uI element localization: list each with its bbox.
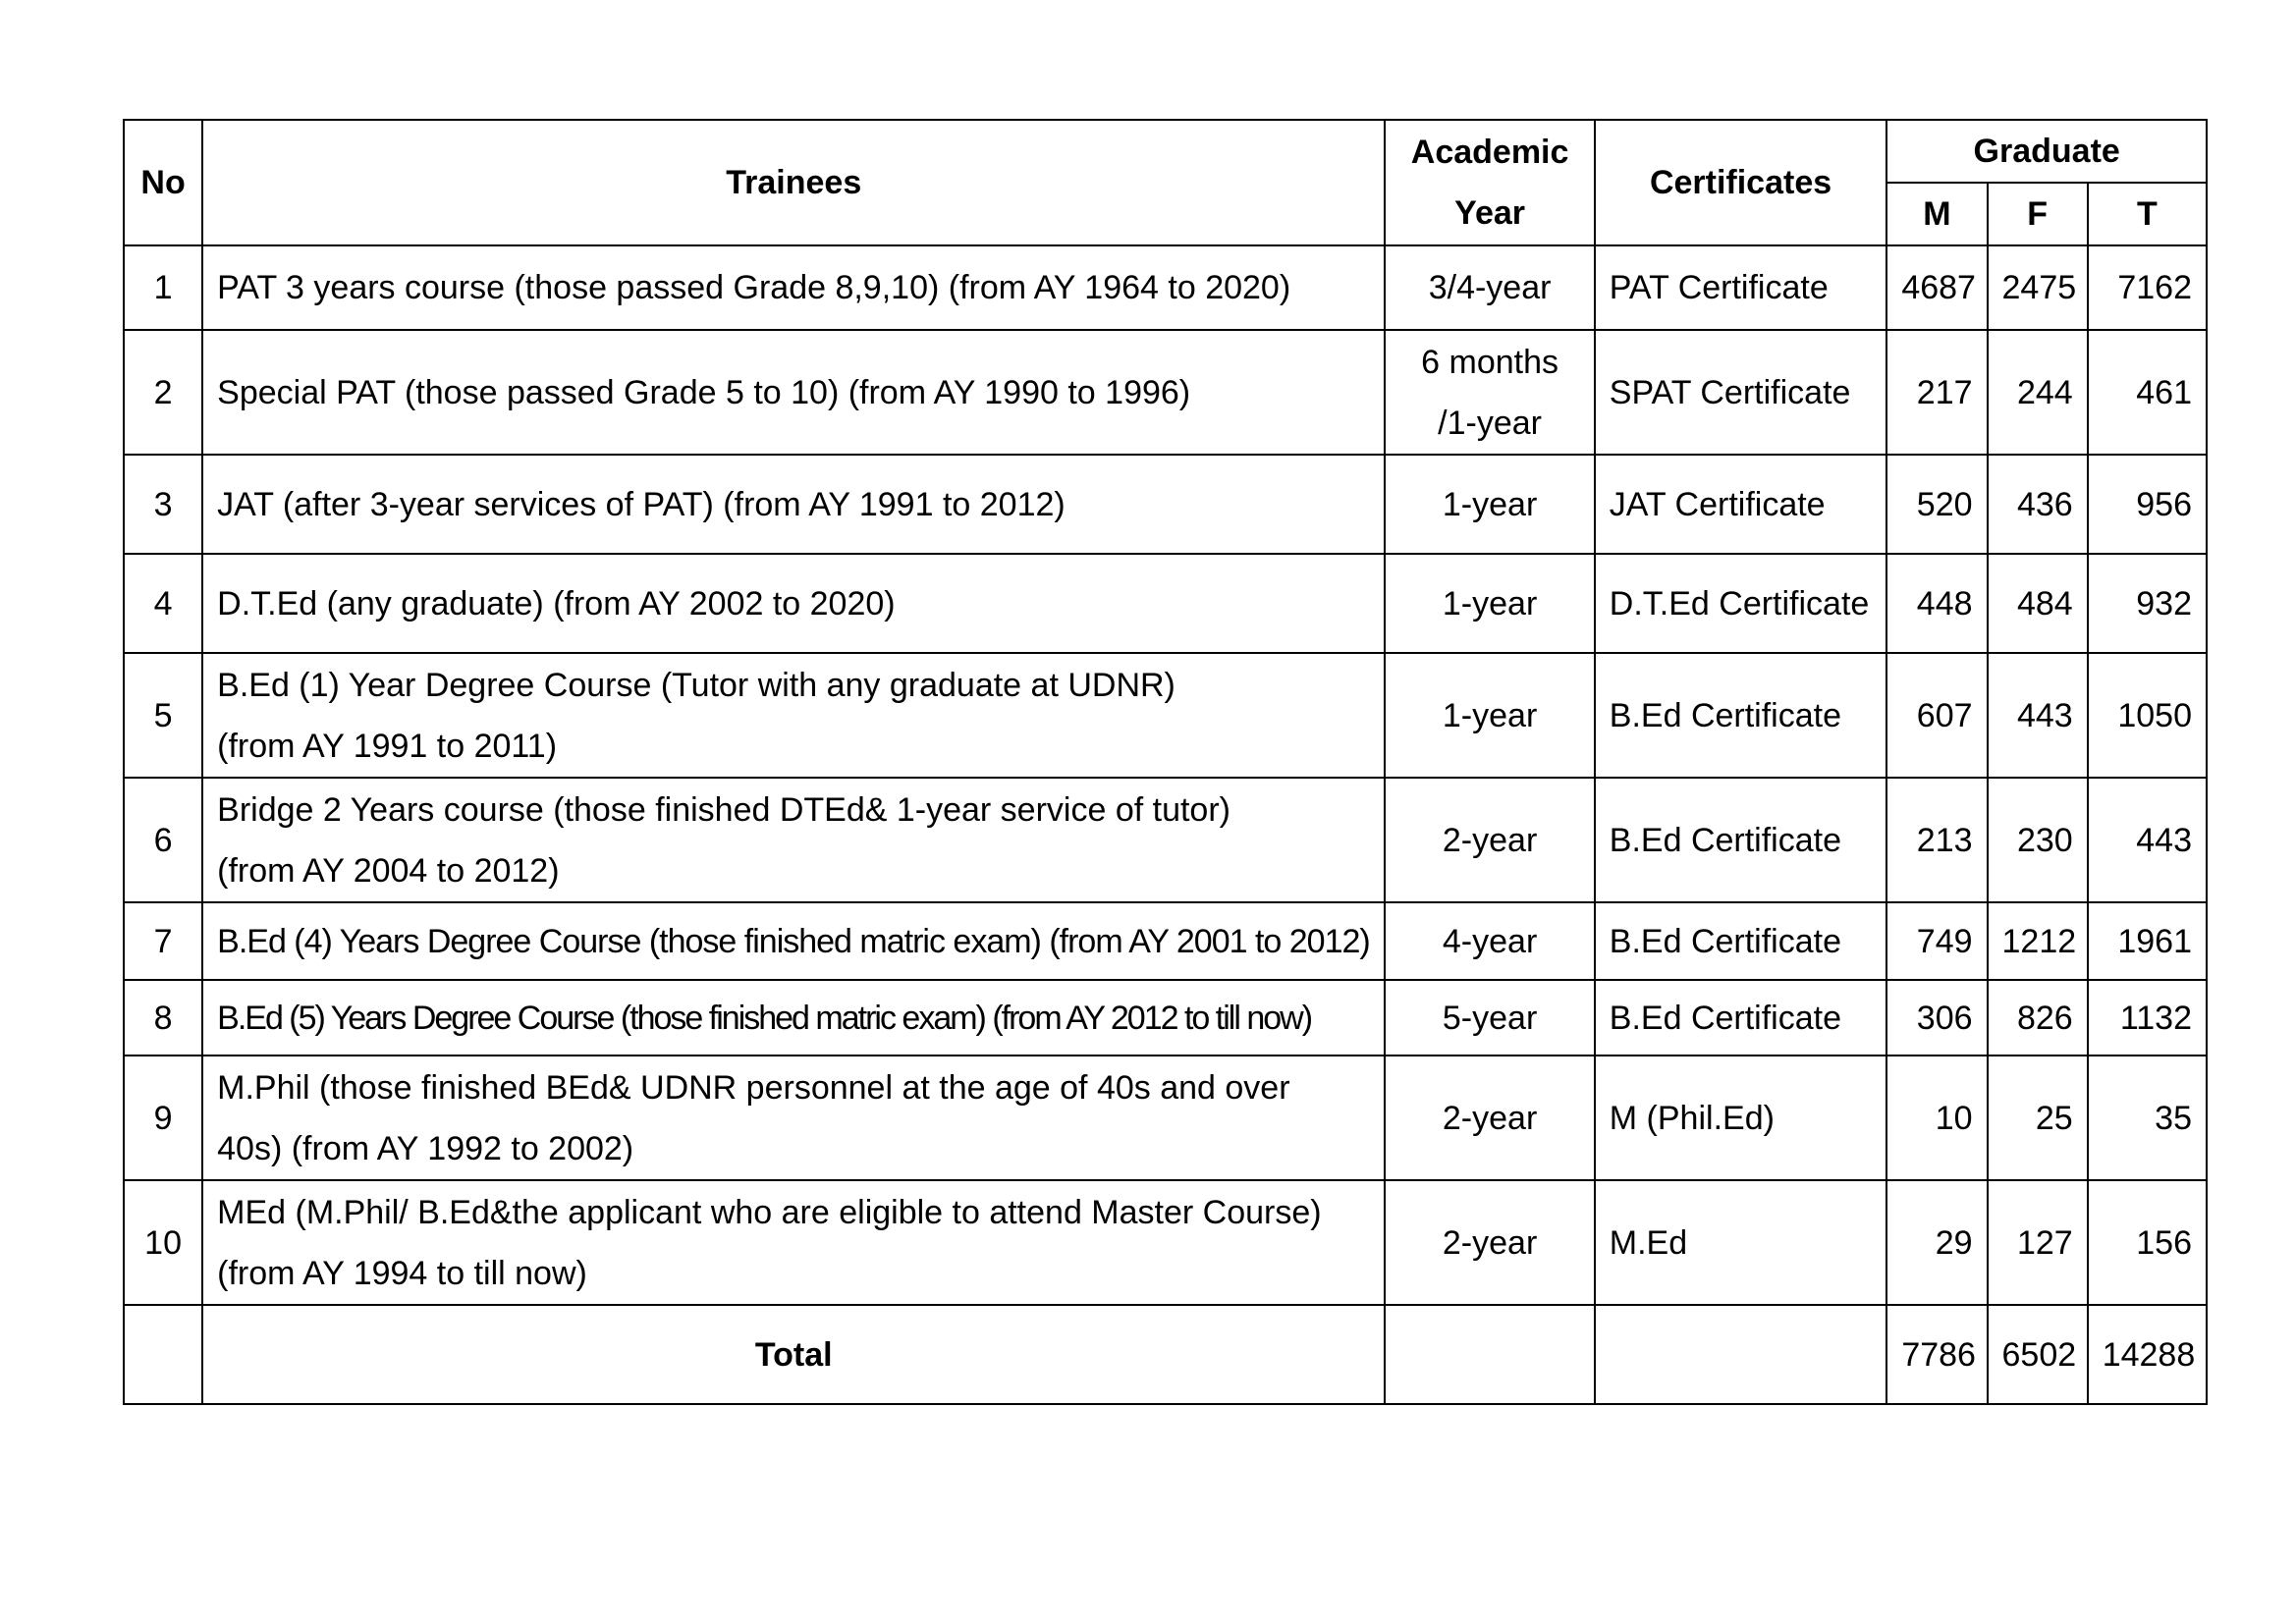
row-m: 29 bbox=[1886, 1180, 1987, 1305]
row-certificate: B.Ed Certificate bbox=[1595, 778, 1887, 902]
row-trainees bbox=[202, 330, 1385, 455]
row-trainees-line: B.Ed (1) Year Degree Course (Tutor with any graduate at UDNR) bbox=[217, 666, 1175, 704]
table-row bbox=[124, 554, 2207, 653]
row-certificate: B.Ed Certificate bbox=[1595, 902, 1887, 980]
row-t: 461 bbox=[2088, 330, 2207, 455]
row-t: 1132 bbox=[2088, 980, 2207, 1056]
total-no-cell bbox=[124, 1305, 202, 1404]
row-academic-year-line: 1-year bbox=[1442, 696, 1538, 734]
row-certificate: M.Ed bbox=[1595, 1180, 1887, 1305]
table-header bbox=[124, 120, 2207, 245]
row-academic-year bbox=[1385, 245, 1594, 330]
row-trainees bbox=[202, 1056, 1385, 1180]
table-row bbox=[124, 1056, 2207, 1180]
row-trainees-line: (from AY 1994 to till now) bbox=[217, 1254, 587, 1292]
row-f: 484 bbox=[1988, 554, 2088, 653]
row-m: 217 bbox=[1886, 330, 1987, 455]
total-f: 6502 bbox=[1988, 1305, 2088, 1404]
row-trainees-line: 40s) (from AY 1992 to 2002) bbox=[217, 1129, 634, 1167]
header-academic-year-line2: Year bbox=[1454, 194, 1526, 232]
row-no: 10 bbox=[124, 1180, 202, 1305]
row-trainees bbox=[202, 653, 1385, 778]
row-trainees-line: MEd (M.Phil/ B.Ed&the applicant who are eligible to attend Master Course) bbox=[217, 1193, 1322, 1231]
row-no: 7 bbox=[124, 902, 202, 980]
row-certificate: M (Phil.Ed) bbox=[1595, 1056, 1887, 1180]
row-trainees bbox=[202, 554, 1385, 653]
row-academic-year bbox=[1385, 1180, 1594, 1305]
row-academic-year bbox=[1385, 653, 1594, 778]
row-t: 156 bbox=[2088, 1180, 2207, 1305]
row-trainees-line: PAT 3 years course (those passed Grade 8,9,10) (from AY 1964 to 2020) bbox=[217, 269, 1291, 306]
row-no: 2 bbox=[124, 330, 202, 455]
row-m: 10 bbox=[1886, 1056, 1987, 1180]
row-academic-year bbox=[1385, 980, 1594, 1056]
row-m: 520 bbox=[1886, 455, 1987, 554]
row-f: 1212 bbox=[1988, 902, 2088, 980]
row-t: 932 bbox=[2088, 554, 2207, 653]
row-m: 607 bbox=[1886, 653, 1987, 778]
table-row bbox=[124, 455, 2207, 554]
row-trainees-line: M.Phil (those finished BEd& UDNR personnel at the age of 40s and over bbox=[217, 1068, 1290, 1107]
row-trainees bbox=[202, 245, 1385, 330]
row-t: 956 bbox=[2088, 455, 2207, 554]
row-trainees bbox=[202, 1180, 1385, 1305]
row-academic-year bbox=[1385, 330, 1594, 455]
header-graduate: Graduate bbox=[1886, 120, 2207, 183]
row-trainees-line: D.T.Ed (any graduate) (from AY 2002 to 2020) bbox=[217, 584, 896, 623]
row-m: 749 bbox=[1886, 902, 1987, 980]
row-f: 244 bbox=[1988, 330, 2088, 455]
row-m: 213 bbox=[1886, 778, 1987, 902]
row-certificate: B.Ed Certificate bbox=[1595, 980, 1887, 1056]
row-t: 1050 bbox=[2088, 653, 2207, 778]
row-trainees bbox=[202, 902, 1385, 980]
header-t: T bbox=[2088, 183, 2207, 245]
row-f: 127 bbox=[1988, 1180, 2088, 1305]
header-f: F bbox=[1988, 183, 2088, 245]
row-f: 443 bbox=[1988, 653, 2088, 778]
row-academic-year-line: /1-year bbox=[1438, 404, 1542, 442]
row-academic-year bbox=[1385, 778, 1594, 902]
row-no: 8 bbox=[124, 980, 202, 1056]
row-m: 306 bbox=[1886, 980, 1987, 1056]
trainees-graduates-table bbox=[123, 119, 2208, 1405]
total-label: Total bbox=[202, 1305, 1385, 1404]
row-academic-year-line: 6 months bbox=[1421, 343, 1559, 381]
row-no: 9 bbox=[124, 1056, 202, 1180]
row-certificate: D.T.Ed Certificate bbox=[1595, 554, 1887, 653]
row-m: 4687 bbox=[1886, 245, 1987, 330]
row-academic-year-line: 2-year bbox=[1442, 821, 1538, 859]
row-academic-year-line: 2-year bbox=[1442, 1223, 1538, 1262]
row-trainees-line: Special PAT (those passed Grade 5 to 10) (from AY 1990 to 1996) bbox=[217, 373, 1191, 411]
row-academic-year-line: 5-year bbox=[1442, 999, 1538, 1037]
row-t: 443 bbox=[2088, 778, 2207, 902]
row-trainees bbox=[202, 778, 1385, 902]
table-row bbox=[124, 245, 2207, 330]
row-t: 1961 bbox=[2088, 902, 2207, 980]
header-m: M bbox=[1886, 183, 1987, 245]
row-academic-year-line: 2-year bbox=[1442, 1099, 1538, 1137]
header-trainees: Trainees bbox=[202, 120, 1385, 245]
total-certificate-cell bbox=[1595, 1305, 1887, 1404]
row-no: 1 bbox=[124, 245, 202, 330]
row-academic-year-line: 1-year bbox=[1442, 485, 1538, 523]
table-footer bbox=[124, 1305, 2207, 1404]
row-trainees bbox=[202, 980, 1385, 1056]
total-row bbox=[124, 1305, 2207, 1404]
header-academic-year-line1: Academic bbox=[1410, 134, 1569, 171]
row-no: 5 bbox=[124, 653, 202, 778]
table-row bbox=[124, 653, 2207, 778]
row-trainees-line: (from AY 1991 to 2011) bbox=[217, 727, 558, 765]
row-certificate: SPAT Certificate bbox=[1595, 330, 1887, 455]
row-academic-year bbox=[1385, 455, 1594, 554]
table-row bbox=[124, 980, 2207, 1056]
row-trainees-line: B.Ed (4) Years Degree Course (those finished matric exam) (from AY 2001 to 2012) bbox=[217, 922, 1370, 960]
row-certificate: PAT Certificate bbox=[1595, 245, 1887, 330]
row-no: 6 bbox=[124, 778, 202, 902]
row-no: 4 bbox=[124, 554, 202, 653]
total-m: 7786 bbox=[1886, 1305, 1987, 1404]
header-no: No bbox=[124, 120, 202, 245]
row-certificate: B.Ed Certificate bbox=[1595, 653, 1887, 778]
header-academic-year bbox=[1385, 120, 1594, 245]
row-academic-year bbox=[1385, 902, 1594, 980]
total-year-cell bbox=[1385, 1305, 1594, 1404]
header-certificates: Certificates bbox=[1595, 120, 1887, 245]
row-academic-year bbox=[1385, 554, 1594, 653]
row-t: 35 bbox=[2088, 1056, 2207, 1180]
row-f: 826 bbox=[1988, 980, 2088, 1056]
total-t: 14288 bbox=[2088, 1305, 2207, 1404]
row-academic-year bbox=[1385, 1056, 1594, 1180]
table-row bbox=[124, 330, 2207, 455]
row-academic-year-line: 1-year bbox=[1442, 584, 1538, 623]
table-row bbox=[124, 902, 2207, 980]
table-body bbox=[124, 245, 2207, 1305]
row-f: 2475 bbox=[1988, 245, 2088, 330]
row-certificate: JAT Certificate bbox=[1595, 455, 1887, 554]
row-trainees-line: Bridge 2 Years course (those finished DTEd& 1-year service of tutor) bbox=[217, 790, 1230, 829]
row-f: 436 bbox=[1988, 455, 2088, 554]
row-f: 230 bbox=[1988, 778, 2088, 902]
row-f: 25 bbox=[1988, 1056, 2088, 1180]
row-trainees-line: B.Ed (5) Years Degree Course (those finished matric exam) (from AY 2012 to till now) bbox=[217, 999, 1312, 1037]
row-t: 7162 bbox=[2088, 245, 2207, 330]
row-trainees-line: (from AY 2004 to 2012) bbox=[217, 851, 560, 890]
row-academic-year-line: 3/4-year bbox=[1428, 269, 1552, 306]
row-m: 448 bbox=[1886, 554, 1987, 653]
row-no: 3 bbox=[124, 455, 202, 554]
row-trainees-line: JAT (after 3-year services of PAT) (from AY 1991 to 2012) bbox=[217, 485, 1066, 523]
table-row bbox=[124, 1180, 2207, 1305]
row-academic-year-line: 4-year bbox=[1442, 922, 1538, 960]
table-row bbox=[124, 778, 2207, 902]
row-trainees bbox=[202, 455, 1385, 554]
